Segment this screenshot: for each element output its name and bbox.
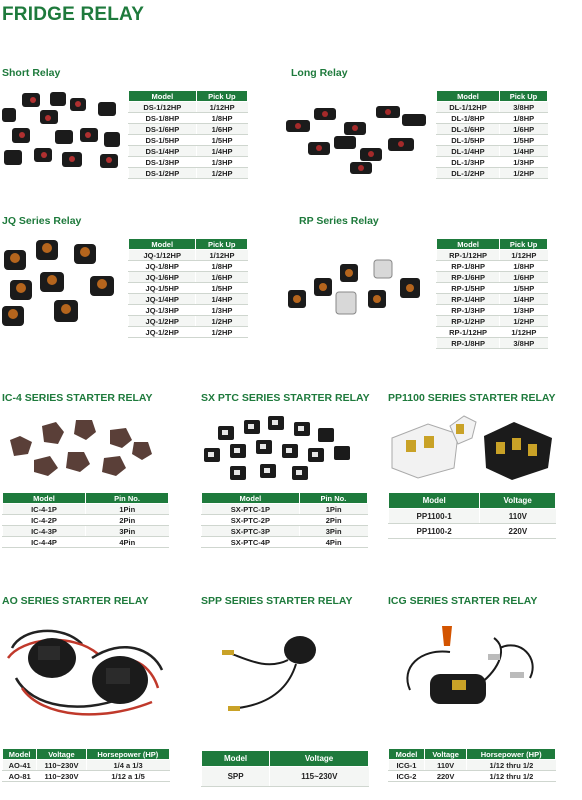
pp1100-relay-photo	[384, 412, 556, 484]
model-cell: DL-1/6HP	[437, 124, 500, 135]
table-row	[129, 157, 248, 168]
section-title-long-relay: Long Relay	[291, 67, 348, 79]
table-row	[437, 327, 548, 338]
table-row	[3, 771, 170, 782]
table-row	[389, 509, 556, 524]
model-cell: RP-1/5HP	[437, 283, 500, 294]
rp-relay-table	[436, 238, 548, 349]
model-cell: JQ-1/2HP	[129, 327, 196, 338]
spp-table	[201, 750, 369, 787]
pin-cell: 1Pin	[299, 504, 367, 515]
column-header-horsepower: Horsepower (HP)	[467, 749, 556, 760]
jq-relay-table	[128, 238, 248, 338]
column-header-model: Model	[202, 751, 270, 767]
short-relay-photo	[0, 88, 125, 183]
spp-relay-photo	[208, 620, 358, 720]
model-cell: DL-1/5HP	[437, 135, 500, 146]
column-header-pin-no: Pin No.	[86, 493, 169, 504]
pickup-cell: 3/8HP	[499, 102, 547, 113]
column-header-model: Model	[129, 239, 196, 250]
section-title-jq-series: JQ Series Relay	[2, 215, 82, 227]
pickup-cell: 1/8HP	[500, 261, 548, 272]
model-cell: JQ-1/3HP	[129, 305, 196, 316]
model-cell: DS-1/2HP	[129, 168, 197, 179]
table-row	[437, 272, 548, 283]
pin-cell: 2Pin	[86, 515, 169, 526]
model-cell: IC-4-3P	[3, 526, 86, 537]
model-cell: SX-PTC-3P	[202, 526, 300, 537]
model-cell: DL-1/2HP	[437, 168, 500, 179]
table-row	[3, 504, 169, 515]
section-title-short-relay: Short Relay	[2, 67, 61, 79]
column-header-voltage: Voltage	[37, 749, 86, 760]
table-row	[129, 250, 248, 261]
table-row	[437, 102, 548, 113]
column-header-horsepower: Horsepower (HP)	[86, 749, 169, 760]
column-header-model: Model	[129, 91, 197, 102]
column-header-voltage: Voltage	[480, 493, 556, 509]
table-row	[202, 526, 368, 537]
table-row	[129, 168, 248, 179]
sx-ptc-relay-photo	[200, 414, 360, 484]
table-row	[437, 261, 548, 272]
pickup-cell: 1/8HP	[196, 113, 247, 124]
column-header-voltage: Voltage	[424, 749, 466, 760]
pickup-cell: 1/5HP	[196, 283, 248, 294]
pickup-cell: 1/6HP	[499, 124, 547, 135]
pp1100-table	[388, 492, 556, 539]
pin-cell: 4Pin	[299, 537, 367, 548]
pickup-cell: 1/5HP	[196, 135, 247, 146]
pickup-cell: 1/8HP	[499, 113, 547, 124]
model-cell: DS-1/6HP	[129, 124, 197, 135]
pickup-cell: 1/4HP	[196, 146, 247, 157]
table-row	[437, 283, 548, 294]
table-row	[437, 316, 548, 327]
model-cell: IC-4-2P	[3, 515, 86, 526]
table-row	[202, 767, 369, 787]
pickup-cell: 1/6HP	[500, 272, 548, 283]
voltage-cell: 110V	[424, 760, 466, 771]
model-cell: AO-81	[3, 771, 37, 782]
table-row	[129, 305, 248, 316]
pickup-cell: 1/4HP	[499, 146, 547, 157]
model-cell: ICG-2	[389, 771, 425, 782]
model-cell: DS-1/12HP	[129, 102, 197, 113]
ao-relay-photo	[2, 618, 170, 730]
model-cell: DS-1/8HP	[129, 113, 197, 124]
table-row	[437, 168, 548, 179]
table-row	[129, 146, 248, 157]
table-row	[129, 261, 248, 272]
table-row	[389, 524, 556, 539]
pickup-cell: 1/5HP	[499, 135, 547, 146]
model-cell: RP-1/12HP	[437, 327, 500, 338]
pickup-cell: 1/6HP	[196, 124, 247, 135]
model-cell: DL-1/3HP	[437, 157, 500, 168]
table-row	[202, 537, 368, 548]
column-header-model: Model	[389, 493, 480, 509]
section-title-spp-series: SPP SERIES STARTER RELAY	[201, 595, 353, 607]
column-header-pick-up: Pick Up	[499, 91, 547, 102]
pickup-cell: 1/8HP	[196, 261, 248, 272]
short-relay-table	[128, 90, 248, 179]
pickup-cell: 1/3HP	[196, 305, 248, 316]
model-cell: SPP	[202, 767, 270, 787]
table-row	[389, 771, 556, 782]
ic4-table	[2, 492, 169, 548]
pickup-cell: 1/6HP	[196, 272, 248, 283]
table-row	[437, 124, 548, 135]
column-header-pin-no: Pin No.	[299, 493, 367, 504]
table-row	[437, 135, 548, 146]
horsepower-cell: 1/12 thru 1/2	[467, 771, 556, 782]
pickup-cell: 1/12HP	[500, 250, 548, 261]
table-row	[129, 294, 248, 305]
pickup-cell: 1/2HP	[196, 327, 248, 338]
model-cell: IC-4-4P	[3, 537, 86, 548]
jq-relay-photo	[0, 236, 125, 336]
model-cell: AO-41	[3, 760, 37, 771]
horsepower-cell: 1/12 a 1/5	[86, 771, 169, 782]
model-cell: JQ-1/2HP	[129, 316, 196, 327]
pin-cell: 2Pin	[299, 515, 367, 526]
pickup-cell: 1/4HP	[500, 294, 548, 305]
model-cell: JQ-1/5HP	[129, 283, 196, 294]
table-row	[3, 526, 169, 537]
column-header-model: Model	[437, 239, 500, 250]
voltage-cell: 220V	[480, 524, 556, 539]
pin-cell: 3Pin	[299, 526, 367, 537]
column-header-pick-up: Pick Up	[196, 91, 247, 102]
model-cell: SX-PTC-1P	[202, 504, 300, 515]
model-cell: RP-1/6HP	[437, 272, 500, 283]
horsepower-cell: 1/4 a 1/3	[86, 760, 169, 771]
section-title-ao-series: AO SERIES STARTER RELAY	[2, 595, 149, 607]
model-cell: PP1100-1	[389, 509, 480, 524]
model-cell: DS-1/4HP	[129, 146, 197, 157]
table-row	[3, 537, 169, 548]
pickup-cell: 1/2HP	[499, 168, 547, 179]
model-cell: RP-1/3HP	[437, 305, 500, 316]
long-relay-photo	[284, 98, 432, 180]
pickup-cell: 1/2HP	[196, 316, 248, 327]
pickup-cell: 1/12HP	[196, 250, 248, 261]
rp-relay-photo	[284, 256, 432, 322]
model-cell: SX-PTC-4P	[202, 537, 300, 548]
column-header-model: Model	[3, 749, 37, 760]
voltage-cell: 220V	[424, 771, 466, 782]
horsepower-cell: 1/12 thru 1/2	[467, 760, 556, 771]
model-cell: JQ-1/4HP	[129, 294, 196, 305]
column-header-pick-up: Pick Up	[196, 239, 248, 250]
voltage-cell: 110~230V	[37, 760, 86, 771]
pin-cell: 3Pin	[86, 526, 169, 537]
model-cell: SX-PTC-2P	[202, 515, 300, 526]
column-header-model: Model	[3, 493, 86, 504]
table-row	[437, 157, 548, 168]
model-cell: RP-1/12HP	[437, 250, 500, 261]
table-row	[202, 515, 368, 526]
model-cell: JQ-1/12HP	[129, 250, 196, 261]
table-row	[129, 124, 248, 135]
model-cell: JQ-1/8HP	[129, 261, 196, 272]
pickup-cell: 1/5HP	[500, 283, 548, 294]
model-cell: DL-1/4HP	[437, 146, 500, 157]
section-title-pp1100-series: PP1100 SERIES STARTER RELAY	[388, 392, 556, 404]
long-relay-table	[436, 90, 548, 179]
table-row	[129, 272, 248, 283]
pickup-cell: 1/3HP	[499, 157, 547, 168]
table-row	[437, 113, 548, 124]
table-row	[3, 515, 169, 526]
table-row	[3, 760, 170, 771]
table-row	[437, 338, 548, 349]
pin-cell: 1Pin	[86, 504, 169, 515]
pickup-cell: 1/2HP	[196, 168, 247, 179]
model-cell: DS-1/3HP	[129, 157, 197, 168]
ao-table	[2, 748, 170, 782]
column-header-model: Model	[202, 493, 300, 504]
model-cell: IC-4-1P	[3, 504, 86, 515]
table-row	[389, 760, 556, 771]
pickup-cell: 1/4HP	[196, 294, 248, 305]
table-row	[437, 305, 548, 316]
table-row	[437, 294, 548, 305]
section-title-rp-series: RP Series Relay	[299, 215, 379, 227]
model-cell: DL-1/8HP	[437, 113, 500, 124]
model-cell: RP-1/4HP	[437, 294, 500, 305]
model-cell: ICG-1	[389, 760, 425, 771]
pickup-cell: 1/12HP	[500, 327, 548, 338]
table-row	[437, 250, 548, 261]
pickup-cell: 3/8HP	[500, 338, 548, 349]
page-title: FRIDGE RELAY	[2, 4, 145, 25]
model-cell: PP1100-2	[389, 524, 480, 539]
icg-relay-photo	[390, 618, 558, 730]
column-header-model: Model	[389, 749, 425, 760]
ic4-relay-photo	[4, 412, 164, 484]
model-cell: RP-1/8HP	[437, 338, 500, 349]
table-row	[129, 113, 248, 124]
voltage-cell: 115~230V	[270, 767, 369, 787]
model-cell: RP-1/2HP	[437, 316, 500, 327]
pin-cell: 4Pin	[86, 537, 169, 548]
table-row	[129, 283, 248, 294]
voltage-cell: 110~230V	[37, 771, 86, 782]
voltage-cell: 110V	[480, 509, 556, 524]
column-header-voltage: Voltage	[270, 751, 369, 767]
sx-ptc-table	[201, 492, 368, 548]
section-title-ic4-series: IC-4 SERIES STARTER RELAY	[2, 392, 153, 404]
pickup-cell: 1/3HP	[500, 305, 548, 316]
pickup-cell: 1/3HP	[196, 157, 247, 168]
section-title-sx-ptc-series: SX PTC SERIES STARTER RELAY	[201, 392, 370, 404]
table-row	[129, 327, 248, 338]
model-cell: DS-1/5HP	[129, 135, 197, 146]
column-header-model: Model	[437, 91, 500, 102]
table-row	[202, 504, 368, 515]
table-row	[129, 102, 248, 113]
model-cell: JQ-1/6HP	[129, 272, 196, 283]
icg-table	[388, 748, 556, 782]
pickup-cell: 1/12HP	[196, 102, 247, 113]
model-cell: RP-1/8HP	[437, 261, 500, 272]
section-title-icg-series: ICG SERIES STARTER RELAY	[388, 595, 538, 607]
table-row	[437, 146, 548, 157]
table-row	[129, 316, 248, 327]
table-row	[129, 135, 248, 146]
pickup-cell: 1/2HP	[500, 316, 548, 327]
model-cell: DL-1/12HP	[437, 102, 500, 113]
column-header-pick-up: Pick Up	[500, 239, 548, 250]
